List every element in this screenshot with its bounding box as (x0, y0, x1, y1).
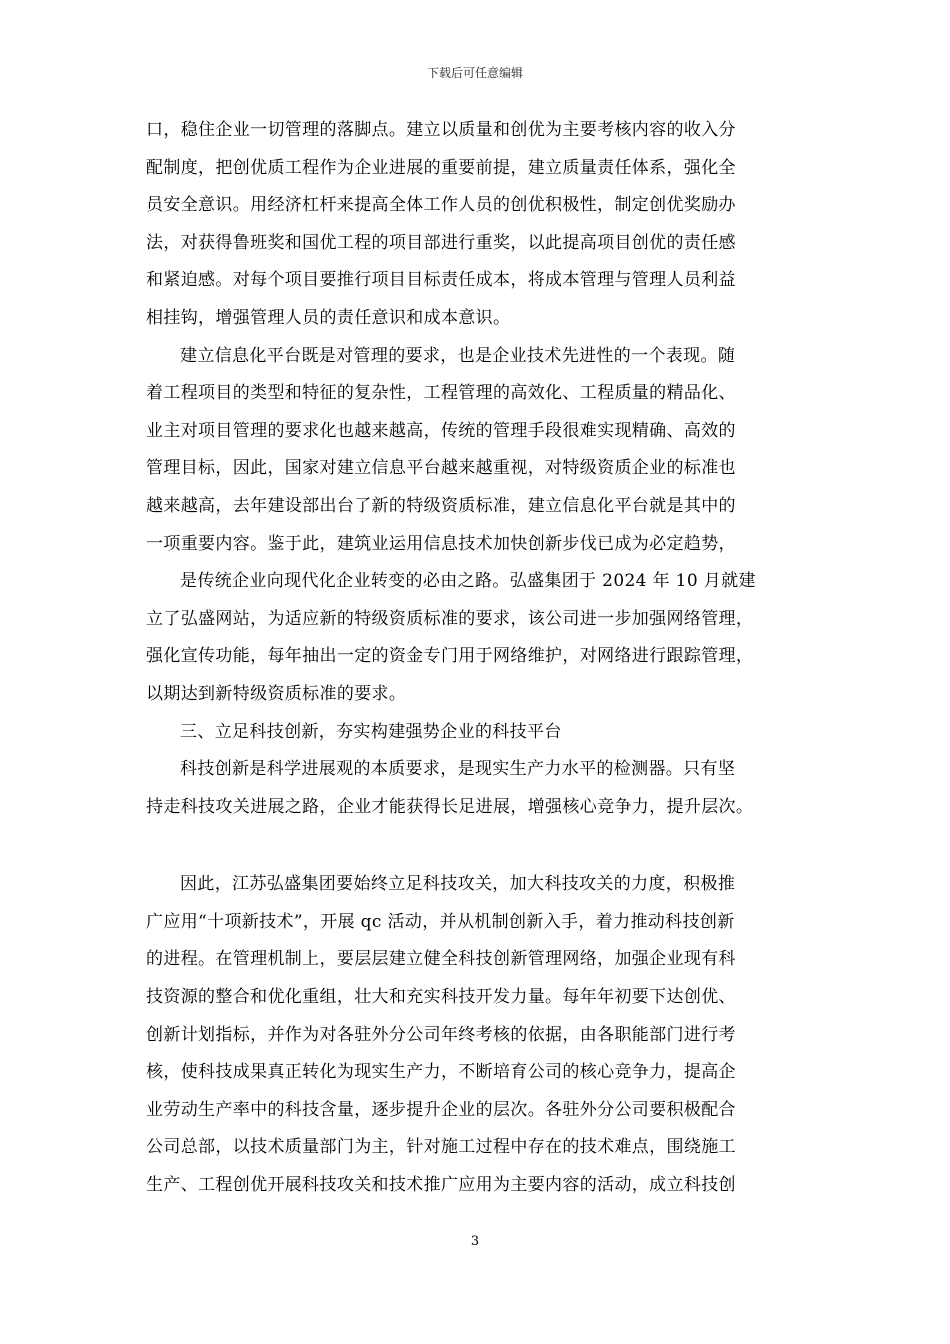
text-line: 员安全意识。用经济杠杆来提高全体工作人员的创优积极性，制定创优奖励办 (146, 195, 736, 216)
text-line: 创新计划指标，并作为对各驻外分公司年终考核的依据，由各职能部门进行考 (146, 1024, 736, 1045)
text-line: 口，稳住企业一切管理的落脚点。建立以质量和创优为主要考核内容的收入分 (146, 120, 736, 140)
text-line: 立了弘盛网站，为适应新的特级资质标准的要求，该公司进一步加强网络管理， (146, 608, 754, 629)
text-line: 业主对项目管理的要求化也越来越高，传统的管理手段很难实现精确、高效的 (146, 420, 736, 441)
text-line: 技资源的整合和优化重组，壮大和充实科技开发力量。每年年初要下达创优、 (146, 987, 736, 1008)
text-line: 持走科技攻关进展之路，企业才能获得长足进展，增强核心竞争力，提升层次。 (146, 796, 754, 817)
text-line: 越来越高，去年建设部出台了新的特级资质标准，建立信息化平台就是其中的 (146, 495, 736, 516)
paragraph-first-line: 建立信息化平台既是对管理的要求，也是企业技术先进性的一个表现。随 (180, 345, 736, 366)
text-line: 核，使科技成果真正转化为现实生产力，不断培育公司的核心竞争力，提高企 (146, 1062, 736, 1083)
text-line: 广应用“十项新技术”，开展 qc 活动，并从机制创新入手，着力推动科技创新 (146, 911, 735, 932)
section-heading: 三、立足科技创新，夯实构建强势企业的科技平台 (180, 721, 562, 742)
text-line: 一项重要内容。鉴于此，建筑业运用信息技术加快创新步伐已成为必定趋势， (146, 533, 736, 554)
text-line: 公司总部，以技术质量部门为主，针对施工过程中存在的技术难点，围绕施工 (146, 1137, 736, 1158)
paragraph-first-line: 是传统企业向现代化企业转变的必由之路。弘盛集团于 2024 年 10 月就建 (180, 571, 756, 592)
paragraph-gap (146, 826, 822, 866)
paragraph-first-line: 科技创新是科学进展观的本质要求，是现实生产力水平的检测器。只有坚 (180, 759, 736, 780)
text-line: 生产、工程创优开展科技攻关和技术推广应用为主要内容的活动，成立科技创 (146, 1175, 736, 1196)
text-line: 和紧迫感。对每个项目要推行项目目标责任成本，将成本管理与管理人员利益 (146, 270, 736, 291)
text-line: 业劳动生产率中的科技含量，逐步提升企业的层次。各驻外分公司要积极配合 (146, 1099, 736, 1120)
text-line: 以期达到新特级资质标准的要求。 (146, 683, 407, 704)
text-line: 强化宣传功能，每年抽出一定的资金专门用于网络维护，对网络进行跟踪管理， (146, 646, 754, 667)
text-line: 管理目标，因此，国家对建立信息平台越来越重视，对特级资质企业的标准也 (146, 458, 736, 479)
text-line: 的进程。在管理机制上，要层层建立健全科技创新管理网络，加强企业现有科 (146, 949, 736, 970)
paragraph-first-line: 因此，江苏弘盛集团要始终立足科技攻关，加大科技攻关的力度，积极推 (180, 874, 736, 895)
page-header: 下载后可任意编辑 (426, 66, 523, 80)
document-body (146, 112, 822, 1205)
text-line: 着工程项目的类型和特征的复杂性，工程管理的高效化、工程质量的精品化、 (146, 383, 736, 404)
text-line: 法，对获得鲁班奖和国优工程的项目部进行重奖，以此提高项目创优的责任感 (146, 232, 736, 253)
page-number: 3 (470, 1234, 480, 1249)
text-line: 配制度，把创优质工程作为企业进展的重要前提，建立质量责任体系，强化全 (146, 157, 736, 178)
text-line: 相挂钩，增强管理人员的责任意识和成本意识。 (146, 307, 511, 328)
